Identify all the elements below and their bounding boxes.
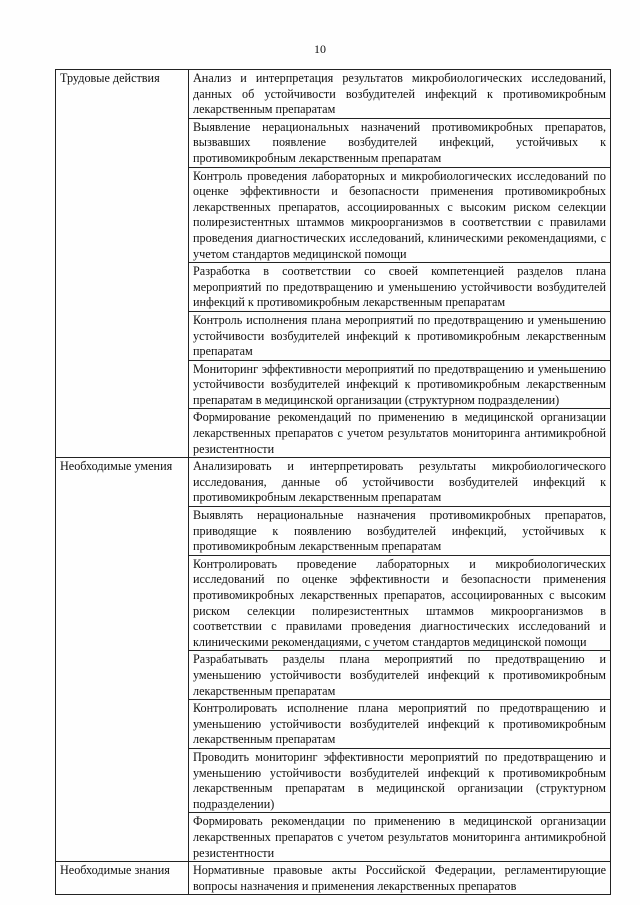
table-cell: Контроль проведения лабораторных и микробиологических исследований по оценке эффективности и безопасности применения противомикробных лекарственных препаратов, ассоциированных с высоким риском селекции полирезистентных штаммов микроорганизмов в соответствии с правилами проведения диагностических исследований, клиническими рекомендациями, с учетом стандартов медицинской помощи (189, 167, 611, 263)
table-cell: Нормативные правовые акты Российской Федерации, регламентирующие вопросы назначения и применения лекарственных препаратов (189, 862, 611, 895)
section-label-required-knowledge: Необходимые знания (56, 862, 189, 895)
table-cell: Выявлять нерациональные назначения противомикробных препаратов, приводящие к появлению возбудителей инфекций, устойчивых к противомикробным лекарственным препаратам (189, 507, 611, 556)
section-label-required-skills: Необходимые умения (56, 458, 189, 862)
table-cell: Мониторинг эффективности мероприятий по предотвращению и уменьшению устойчивости возбудителей инфекций к противомикробным лекарственным препаратам в медицинской организации (структурном подразделении) (189, 360, 611, 409)
table-cell: Формирование рекомендаций по применению в медицинской организации лекарственных препаратов с учетом результатов мониторинга антимикробной резистентности (189, 409, 611, 458)
table-row (56, 70, 611, 119)
table-row (56, 458, 611, 507)
table-row (56, 862, 611, 895)
table-cell: Контролировать исполнение плана мероприятий по предотвращению и уменьшению устойчивости возбудителей инфекций к противомикробным лекарственным препаратам (189, 700, 611, 749)
table-cell: Проводить мониторинг эффективности мероприятий по предотвращению и уменьшению устойчивости возбудителей инфекций к противомикробным лекарственным препаратам в медицинской организации (структурном подразделении) (189, 748, 611, 812)
table-cell: Выявление нерациональных назначений противомикробных препаратов, вызвавших появление возбудителей инфекций, устойчивых к противомикробным лекарственным препаратам (189, 118, 611, 167)
table-cell: Формировать рекомендации по применению в медицинской организации лекарственных препаратов с учетом результатов мониторинга антимикробной резистентности (189, 813, 611, 862)
table-cell: Анализ и интерпретация результатов микробиологических исследований, данных об устойчивости возбудителей инфекций к противомикробным лекарственным препаратам (189, 70, 611, 119)
table-cell: Разработка в соответствии со своей компетенцией разделов плана мероприятий по предотвращению и уменьшению устойчивости возбудителей инфекций к противомикробным лекарственным препаратам (189, 263, 611, 312)
competency-table (55, 69, 611, 895)
table-cell: Разрабатывать разделы плана мероприятий по предотвращению и уменьшению устойчивости возбудителей инфекций к противомикробным лекарственным препаратам (189, 651, 611, 700)
page-number: 10 (314, 42, 326, 56)
table-cell: Анализировать и интерпретировать результаты микробиологического исследования, данные об устойчивости возбудителей инфекций к противомикробным лекарственным препаратам (189, 458, 611, 507)
section-label-labor-actions: Трудовые действия (56, 70, 189, 458)
table-cell: Контролировать проведение лабораторных и микробиологических исследований по оценке эффективности и безопасности применения противомикробных лекарственных препаратов, ассоциированных с высоким риском селекции полирезистентных штаммов микроорганизмов в соответствии с правилами проведения диагностических исследований и клиническими рекомендациями, с учетом стандартов медицинской помощи (189, 555, 611, 651)
table-cell: Контроль исполнения плана мероприятий по предотвращению и уменьшению устойчивости возбудителей инфекций к противомикробным лекарственным препаратам (189, 311, 611, 360)
